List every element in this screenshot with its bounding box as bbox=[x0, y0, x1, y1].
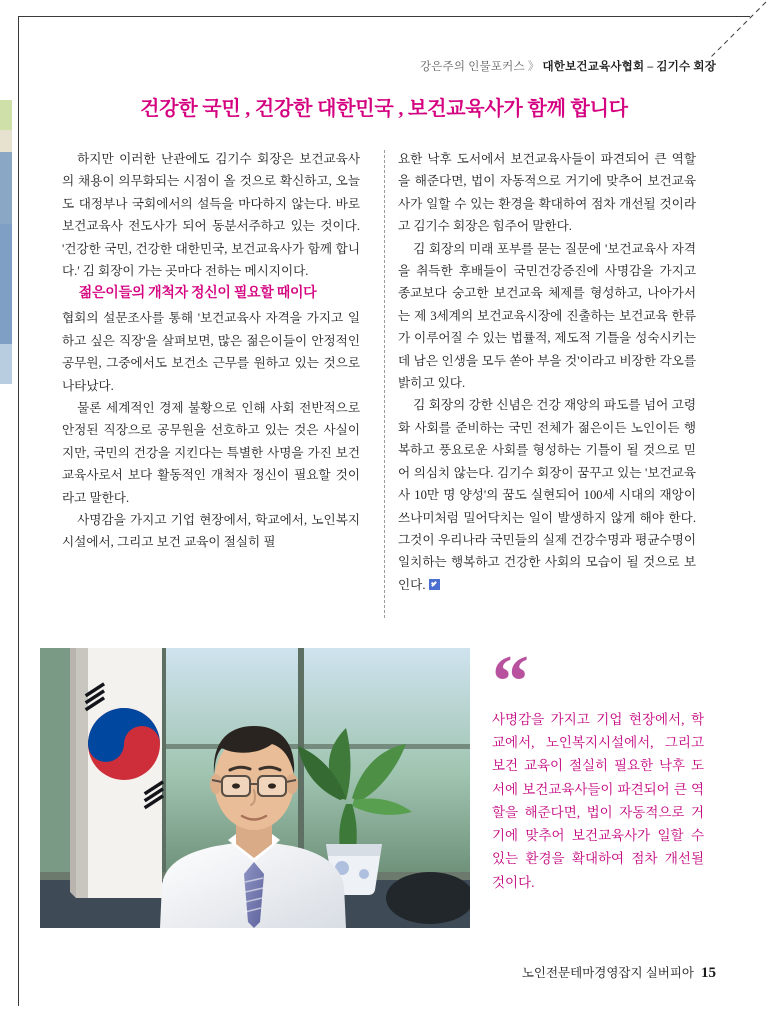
pull-quote bbox=[492, 641, 704, 894]
left-edge-bleed-strip bbox=[0, 152, 12, 224]
paragraph: 김 회장의 미래 포부를 묻는 질문에 '보건교육사 자격을 취득한 후배들이 국민건강증진에 사명감을 가지고 종교보다 숭고한 보건교육 체제를 형성하고, 나아가서는 제 3세계의 보건교육시장에 진출하는 보건교육 한류가 이루어질 수 있는 법률적, 제도적 기틀을 성숙시키는데 남은 인생을 모두 쏟아 부을 것'이라고 비장한 각오를 밝히고 있다. bbox=[398, 241, 696, 391]
paragraph: 하지만 이러한 난관에도 김기수 회장은 보건교육사의 채용이 의무화되는 시점이 올 것으로 확신하고, 오늘도 대정부나 국회에서의 설득을 마다하지 않는다. 바로 보건교육사 전도사가 되어 동분서주하고 있는 것이다. '건강한 국민, 건강한 대한민국, 보건교육사가 함께 합니다.' 김 회장이 가는 곳마다 전하는 메시지이다. bbox=[62, 152, 360, 279]
left-edge-bleed-strip bbox=[0, 130, 12, 152]
paragraph: 요한 낙후 도서에서 보건교육사들이 파견되어 큰 역할을 해준다면, 법이 자동적으로 거기에 맞추어 보건교육사가 일할 수 있는 환경을 확대하여 점차 개선될 것이라고 김기수 회장은 힘주어 말한다. bbox=[398, 152, 696, 234]
right-column bbox=[398, 148, 696, 596]
page-frame-top-rule bbox=[18, 16, 750, 17]
page-title: 건강한 국민 , 건강한 대한민국 , 보건교육사가 함께 합니다 bbox=[140, 98, 628, 120]
chevron-icon: 》 bbox=[527, 61, 540, 73]
left-column bbox=[62, 148, 360, 554]
quote-mark-icon: “ bbox=[492, 641, 523, 723]
running-head-subject: 대한보건교육사협회 – 김기수 회장 bbox=[542, 61, 716, 73]
end-of-article-mark-icon bbox=[429, 579, 440, 590]
publication-name: 노인전문테마경영잡지 실버피아 bbox=[521, 966, 694, 980]
page-frame-left-rule bbox=[18, 16, 19, 1006]
corner-dashed-line bbox=[648, 0, 768, 60]
running-head bbox=[420, 58, 716, 74]
left-edge-bleed-strip bbox=[0, 224, 12, 344]
page-footer bbox=[522, 963, 716, 982]
paragraph: 사명감을 가지고 기업 현장에서, 학교에서, 노인복지시설에서, 그리고 보건 교육이 절실히 필 bbox=[62, 513, 360, 550]
paragraph: 협회의 설문조사를 통해 '보건교육사 자격을 가지고 일하고 싶은 직장'을 살펴보면, 많은 젊은이들이 안정적인 공무원, 그중에서도 보건소 근무를 원하고 있는 것으로 나타났다. bbox=[62, 311, 360, 393]
page-number: 15 bbox=[701, 965, 716, 981]
interview-photograph bbox=[40, 648, 470, 928]
running-head-author: 강은주의 인물포커스 bbox=[419, 61, 525, 73]
section-subhead: 젊은이들의 개척자 정신이 필요할 때이다 bbox=[78, 286, 317, 302]
paragraph bbox=[398, 394, 696, 596]
column-divider bbox=[384, 150, 385, 618]
paragraph: 물론 세계적인 경제 불황으로 인해 사회 전반적으로 안정된 직장으로 공무원을 선호하고 있는 것은 사실이지만, 국민의 건강을 지킨다는 특별한 사명을 가진 보건교육사로서 보다 활동적인 개척자 정신이 필요할 것이라고 말한다. bbox=[62, 400, 360, 505]
paragraph-text: 김 회장의 강한 신념은 건강 재앙의 파도를 넘어 고령화 사회를 준비하는 국민 전체가 젊은이든 노인이든 행복하고 풍요로운 사회를 형성하는 기틀이 될 것으로 믿어 의심치 않는다. 김기수 회장이 꿈꾸고 있는 '보건교육사 10만 명 양성'의 꿈도 실현되어 100세 시대의 재앙이 쓰나미처럼 밀어닥치는 일이 발생하지 않게 해야 한다. 그것이 우리나라 국민들의 실제 건강수명과 평균수명이 일치하는 행복하고 건강한 사회의 모습이 될 것으로 보인다. bbox=[398, 398, 696, 592]
pull-quote-text: 사명감을 가지고 기업 현장에서, 학교에서, 노인복지시설에서, 그리고 보건 교육이 절실히 필요한 낙후 도서에 보건교육사들이 파견되어 큰 역할을 해준다면, 법이 자동적으로 거기에 맞추어 보건교육사가 일할 수 있는 환경을 확대하여 점차 개선될 것이다. bbox=[492, 712, 704, 890]
left-edge-bleed-strip bbox=[0, 344, 12, 384]
